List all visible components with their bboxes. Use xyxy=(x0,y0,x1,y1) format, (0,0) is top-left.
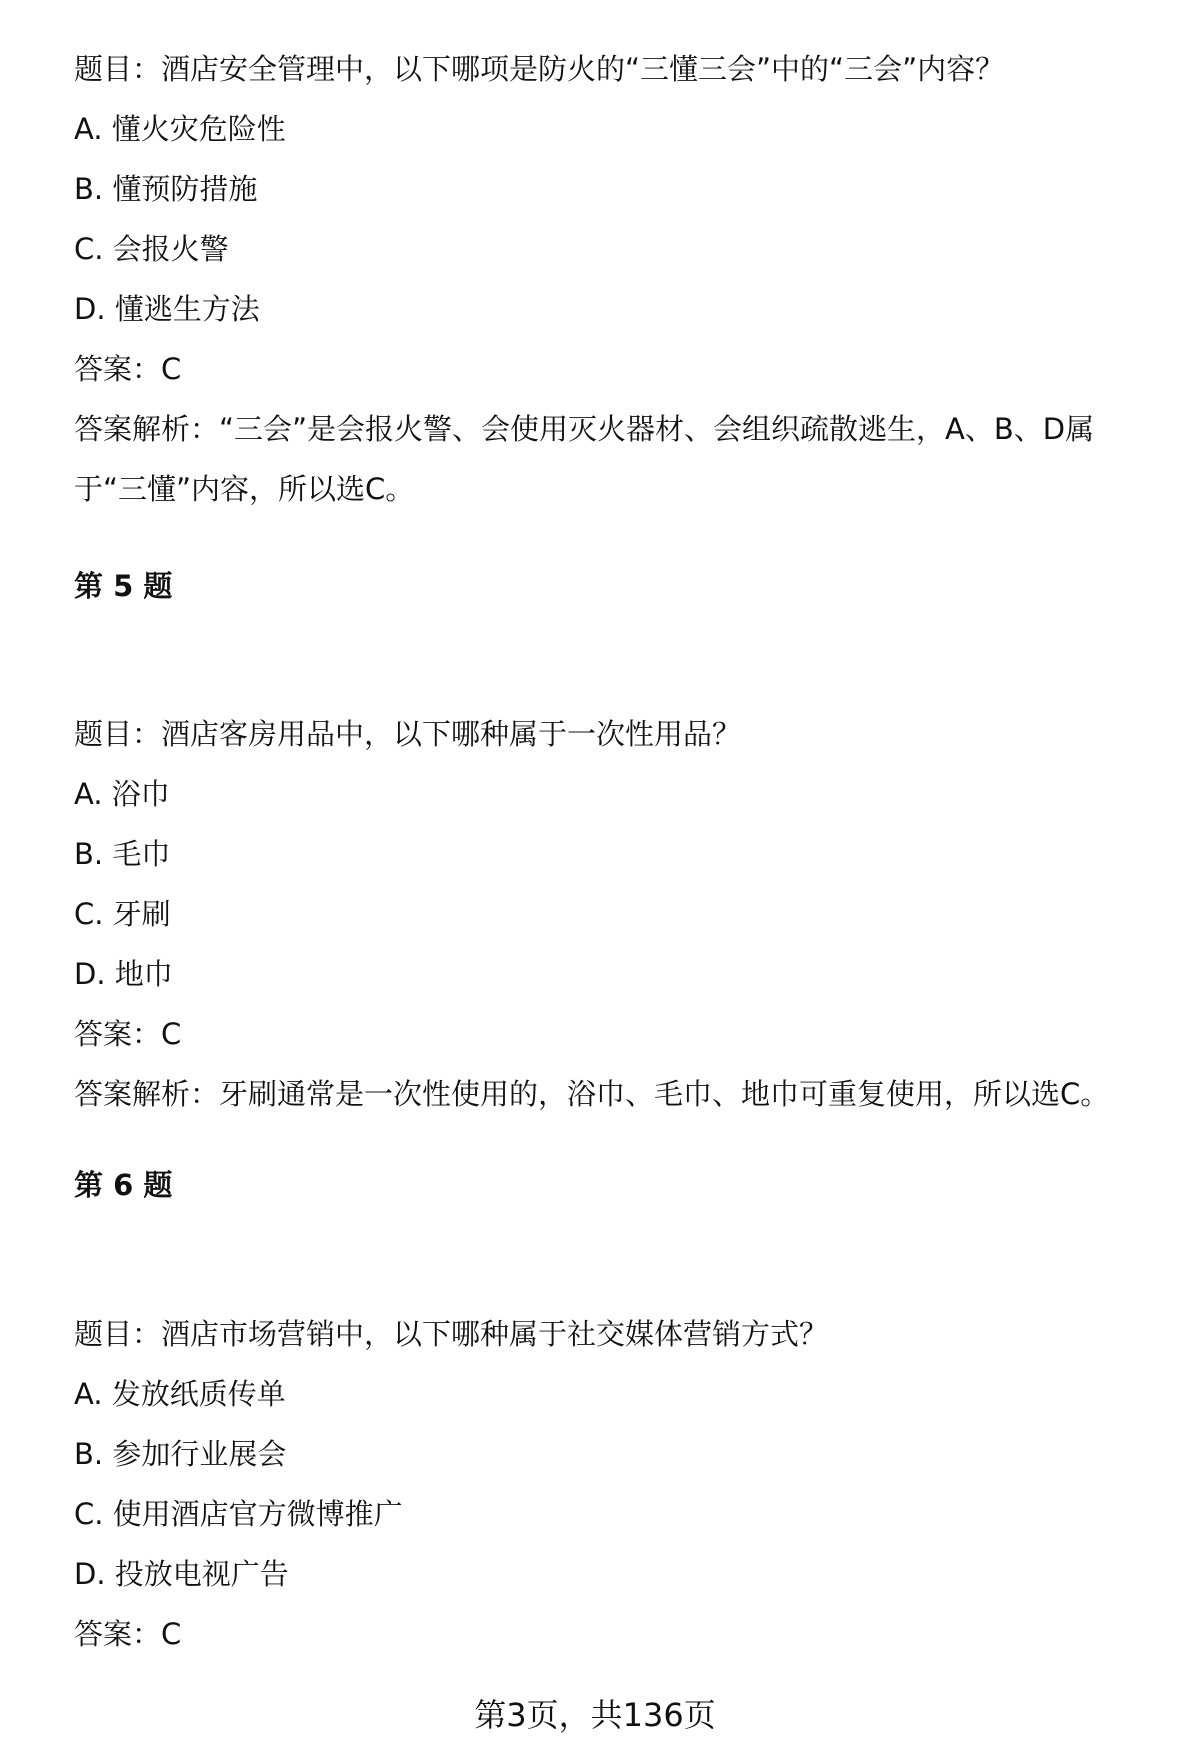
answer-text: 答案：C xyxy=(74,1017,182,1051)
option-b: B. 毛巾 xyxy=(74,837,171,871)
option-c: C. 牙刷 xyxy=(74,897,171,931)
option-a: A. 浴巾 xyxy=(74,777,170,811)
question-text: 题目：酒店市场营销中，以下哪种属于社交媒体营销方式？ xyxy=(74,1317,829,1351)
answer-text: 答案：C xyxy=(74,1617,182,1651)
question-heading: 第 6 题 xyxy=(74,1168,173,1202)
question-text: 题目：酒店安全管理中，以下哪项是防火的“三懂三会”中的“三会”内容？ xyxy=(74,52,1005,86)
answer-text: 答案：C xyxy=(74,352,182,386)
option-b: B. 懂预防措施 xyxy=(74,172,258,206)
option-a: A. 发放纸质传单 xyxy=(74,1377,286,1411)
question-text: 题目：酒店客房用品中，以下哪种属于一次性用品？ xyxy=(74,717,742,751)
page-number-footer: 第3页，共136页 xyxy=(474,1696,716,1734)
question-heading: 第 5 题 xyxy=(74,569,173,603)
option-c: C. 使用酒店官方微博推广 xyxy=(74,1497,403,1531)
answer-explanation: 答案解析：牙刷通常是一次性使用的，浴巾、毛巾、地巾可重复使用，所以选C。 xyxy=(74,1077,1110,1111)
option-d: D. 懂逃生方法 xyxy=(74,292,260,326)
option-d: D. 投放电视广告 xyxy=(74,1557,289,1591)
answer-explanation: 答案解析：“三会”是会报火警、会使用灭火器材、会组织疏散逃生，A、B、D属于“三懂”内容，所以选C。 xyxy=(74,412,1095,506)
option-a: A. 懂火灾危险性 xyxy=(74,112,286,146)
option-b: B. 参加行业展会 xyxy=(74,1437,287,1471)
option-d: D. 地巾 xyxy=(74,957,173,991)
option-c: C. 会报火警 xyxy=(74,232,229,266)
